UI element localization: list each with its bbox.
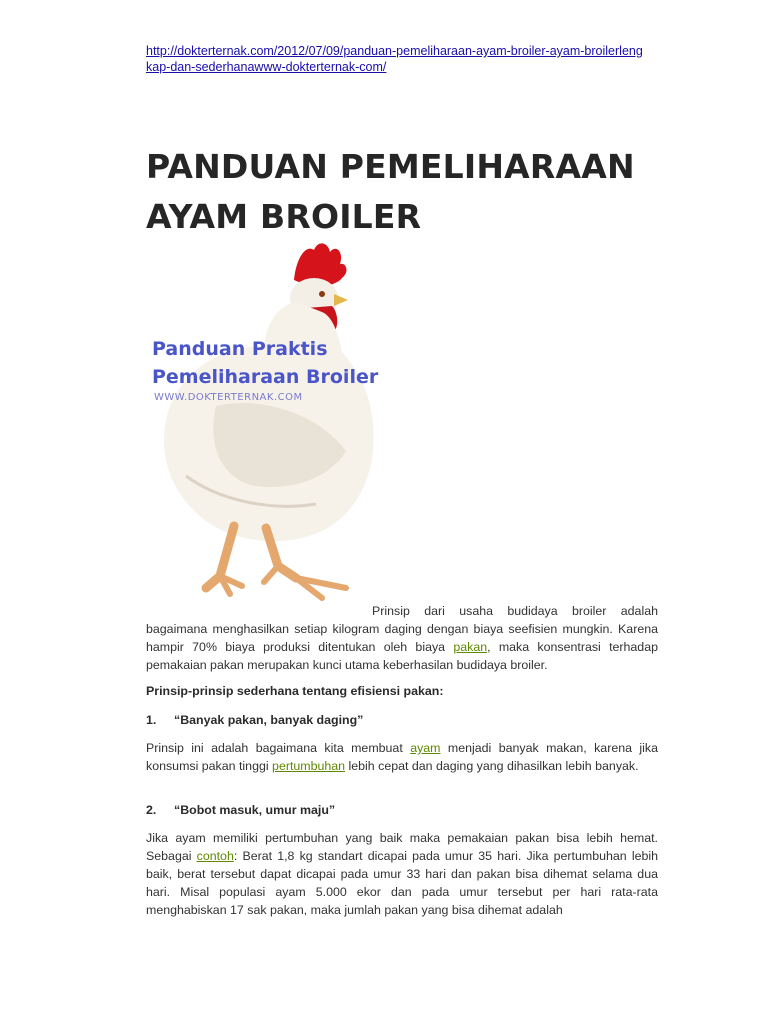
image-overlay-title-1: Panduan Praktis (152, 338, 328, 360)
source-url-link[interactable]: http://dokterternak.com/2012/07/09/panduan-pemeliharaan-ayam-broiler-ayam-broilerlengkap-dan-sederhanawww-dokterternak-com/ (146, 44, 643, 74)
principle-2-text-b: : Berat 1,8 kg standart dicapai pada umur 35 hari. Jika pertumbuhan lebih baik, berat tersebut dapat dicapai pada umur 33 hari dan pakan bisa dihemat selama dua hari. Misal populasi ayam 5.000 ekor dan pada umur tersebut per hari rata-rata menghabiskan 17 sak pakan, maka jumlah pakan yang bisa dihemat adalah (146, 849, 658, 917)
principle-1-text-b: menjadi banyak makan, karena jika konsumsi pakan tinggi (146, 741, 658, 773)
principle-2-number: 2. (146, 803, 157, 817)
principle-1-text-c: lebih cepat dan daging yang dihasilkan lebih banyak. (345, 759, 639, 773)
image-overlay-title-2: Pemeliharaan Broiler (152, 366, 379, 388)
principle-2-heading (146, 803, 335, 817)
link-pakan[interactable]: pakan (453, 640, 488, 654)
principle-2-paragraph (146, 829, 658, 919)
intro-paragraph (146, 602, 658, 674)
chicken-image (146, 236, 396, 616)
image-overlay-site: WWW.DOKTERTERNAK.COM (154, 392, 303, 403)
link-ayam[interactable]: ayam (410, 741, 441, 755)
principle-1-number: 1. (146, 713, 157, 727)
chicken-illustration (146, 236, 396, 616)
principle-1-text-a: Prinsip ini adalah bagaimana kita membuat (146, 741, 411, 755)
principle-1-label: “Banyak pakan, banyak daging” (174, 713, 364, 727)
intro-text-b: , maka konsentrasi terhadap pemakaian pakan merupakan kunci utama keberhasilan budidaya broiler. (146, 640, 658, 672)
principle-2-label: “Bobot masuk, umur maju” (174, 803, 336, 817)
principle-1-paragraph (146, 739, 658, 775)
link-contoh[interactable]: contoh (196, 849, 234, 863)
principle-2-text-a: Jika ayam memiliki pertumbuhan yang baik maka pemakaian pakan bisa lebih hemat. Sebagai (146, 831, 658, 863)
efficiency-heading: Prinsip-prinsip sederhana tentang efisiensi pakan: (146, 684, 444, 698)
intro-text-a: Prinsip dari usaha budidaya broiler adalah bagaimana menghasilkan setiap kilogram daging dengan biaya seefisien mungkin. Karena hampir 70% biaya produksi ditentukan oleh biaya (146, 604, 658, 654)
link-pertumbuhan[interactable]: pertumbuhan (272, 759, 346, 773)
page-title: PANDUAN PEMELIHARAAN AYAM BROILER (146, 147, 635, 236)
principle-1-heading (146, 713, 363, 727)
